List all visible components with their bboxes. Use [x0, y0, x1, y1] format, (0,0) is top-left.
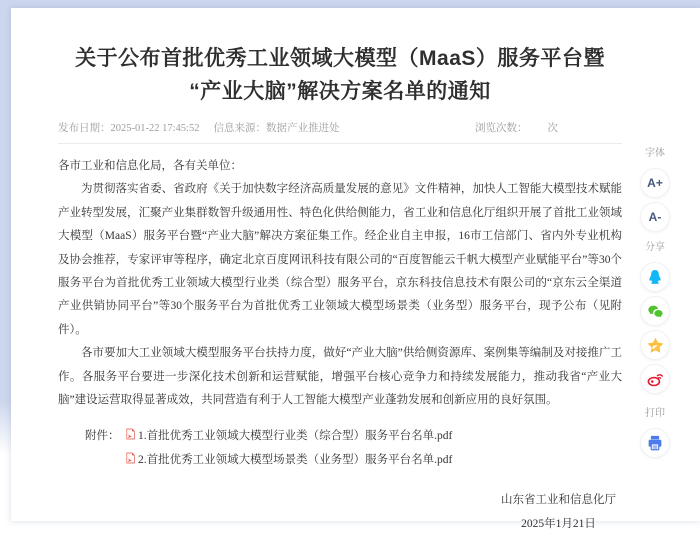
page-background-left-strip — [0, 8, 11, 454]
attachments-section — [85, 425, 622, 472]
printer-icon — [646, 434, 664, 452]
font-increase-button[interactable] — [640, 168, 670, 198]
share-qzone-button[interactable] — [640, 330, 670, 360]
font-decrease-label: A- — [648, 210, 662, 224]
header-divider — [58, 143, 622, 144]
signature-block — [501, 488, 616, 536]
view-count-value — [528, 120, 548, 135]
body-paragraph: 各市要加大工业领域大模型服务平台扶持力度，做好“产业大脑”供给侧资源库、案例集等编制及对接推广工作。各服务平台要进一步深化技术创新和运营赋能，增强平台核心竞争力和持续发展能力，推动我省“产业大脑”建设运营取得显著成效，共同营造有利于人工智能大模型产业蓬勃发展和创新应用的良好氛围。 — [58, 347, 622, 407]
notice-body — [58, 155, 622, 412]
publish-date-value: 2025-01-22 17:45:52 — [110, 123, 200, 134]
attachment-row — [85, 449, 622, 472]
salutation: 各市工业和信息化局，各有关单位： — [58, 160, 242, 172]
qq-icon — [646, 268, 664, 286]
pdf-icon — [125, 426, 136, 438]
page-title-line2: “产业大脑”解决方案名单的通知 — [189, 80, 491, 103]
meta-row — [58, 120, 622, 135]
info-source — [213, 120, 339, 135]
page-title-line1: 关于公布首批优秀工业领域大模型（MaaS）服务平台暨 — [75, 47, 605, 70]
body-paragraph: 为贯彻落实省委、省政府《关于加快数字经济高质量发展的意见》文件精神，加快人工智能大模型技术赋能产业转型发展，汇聚产业集群数智升级通用性、特色化供给侧能力，省工业和信息化厅组织开展了首批工业领域大模型（MaaS）服务平台暨“产业大脑”解决方案征集工作。经企业自主申报，16市工信部门、省内外专业机构及协会推荐，专家评审等程序，确定北京百度网讯科技有限公司的“百度智能云千帆大模型产业赋能平台”等30个服务平台为首批优秀工业领域大模型行业类（综合型）服务平台，京东科技信息技术有限公司的“京东云全渠道产业供销协同平台”等30个服务平台为首批优秀工业领域大模型场景类（业务型）服务平台，现予公布（见附件）。 — [58, 183, 622, 336]
attachment-link[interactable]: 1.首批优秀工业领域大模型行业类（综合型）服务平台名单.pdf — [138, 430, 453, 443]
share-section-label: 分享 — [645, 242, 665, 253]
attachment-link[interactable]: 2.首批优秀工业领域大模型场景类（业务型）服务平台名单.pdf — [138, 453, 453, 466]
weibo-icon — [646, 370, 665, 389]
info-source-value: 数据产业推进处 — [265, 123, 340, 134]
print-button[interactable] — [640, 428, 670, 458]
attachment-row — [85, 425, 622, 448]
view-count — [475, 120, 558, 135]
notice-content — [58, 8, 622, 536]
view-count-label: 浏览次数： — [475, 123, 528, 134]
font-section-label: 字体 — [645, 148, 665, 159]
info-source-label: 信息来源： — [213, 123, 266, 134]
notice-card — [11, 8, 700, 531]
side-toolbar — [632, 148, 678, 458]
publish-date-label: 发布日期： — [58, 123, 111, 134]
qzone-icon — [646, 336, 665, 355]
share-wechat-button[interactable] — [640, 296, 670, 326]
publish-date — [58, 120, 199, 135]
view-count-suffix: 次 — [547, 123, 558, 134]
signature-issuer: 山东省工业和信息化厅 — [501, 494, 616, 507]
attachments-label: 附件： — [85, 430, 120, 443]
signature-date: 2025年1月21日 — [521, 518, 596, 531]
page-title — [58, 42, 622, 108]
share-qq-button[interactable] — [640, 262, 670, 292]
share-weibo-button[interactable] — [640, 364, 670, 394]
pdf-icon — [125, 450, 136, 462]
page-background-top-strip — [0, 0, 700, 8]
font-decrease-button[interactable] — [640, 202, 670, 232]
font-increase-label: A+ — [647, 176, 663, 190]
wechat-icon — [646, 302, 665, 321]
print-section-label: 打印 — [645, 408, 665, 419]
